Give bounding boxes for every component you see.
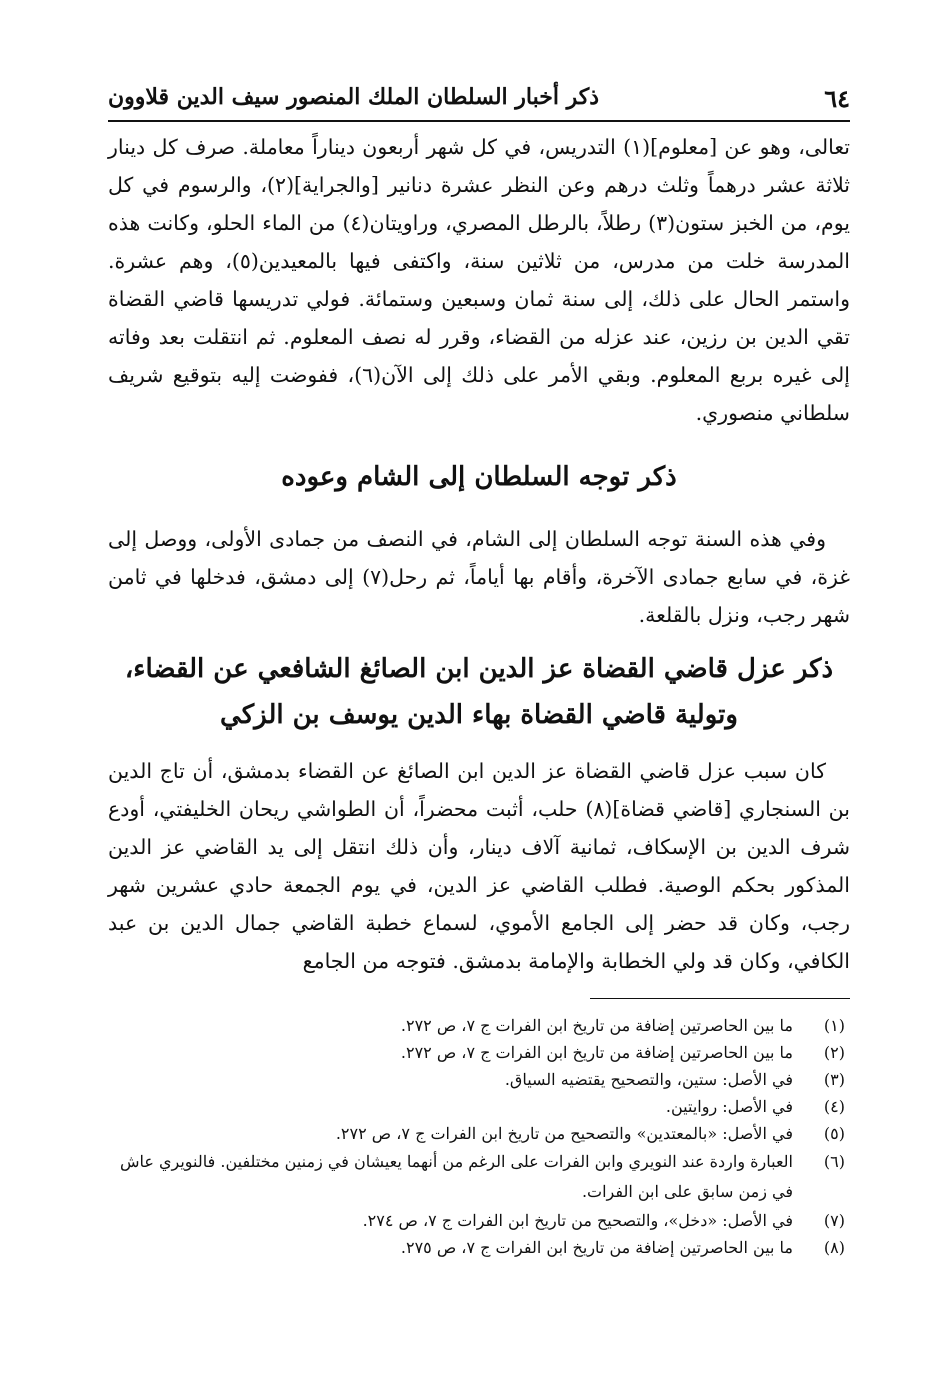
paragraph-text: كان سبب عزل قاضي القضاة عز الدين ابن الصائغ عن القضاء بدمشق، أن تاج الدين بن السنجاري [قاضي قضاة](٨) حلب، أثبت محضراً، أن الطواشي ريحان الخليفتي، أودع شرف الدين بن الإسكاف، ثمانية آلاف دينار، وأن ذلك انتقل إلى يد القاضي عز الدين المذكور بحكم الوصية. فطلب القاضي عز الدين، في يوم الجمعة حادي عشرين شهر رجب، وكان قد حضر إلى الجامع الأموي، لسماع خطبة القاضي جمال الدين بن عبد الكافي، وكان قد ولي الخطابة والإمامة بدمشق. فتوجه من الجامع (108, 759, 850, 973)
footnote-number: (٧) (823, 1211, 845, 1230)
header-divider (108, 120, 850, 122)
heading-line-1: ذكر عزل قاضي القضاة عز الدين ابن الصائغ الشافعي عن القضاء، (124, 654, 834, 684)
footnote-text: ما بين الحاصرتين إضافة من تاريخ ابن الفرات ج ٧، ص ٢٧٢. (400, 1043, 793, 1062)
section-heading-sultan-journey: ذكر توجه السلطان إلى الشام وعوده (281, 462, 677, 492)
running-title: ذكر أخبار السلطان الملك المنصور سيف الدين قلاوون (108, 84, 600, 110)
footnote-1 (100, 1012, 845, 1039)
footnote-4 (100, 1093, 845, 1120)
paragraph-sultan-journey (108, 520, 850, 634)
footnote-number: (٤) (823, 1097, 845, 1116)
footnote-number: (١) (823, 1016, 845, 1035)
paragraph-text: تعالى، وهو عن [معلوم](١) التدريس، في كل شهر أربعون ديناراً معاملة. صرف كل دينار ثلاثة عشر درهماً وثلث درهم وعن النظر عشرة دنانير [والجراية](٢)، والرسوم في كل يوم، من الخبز ستون(٣) رطلاً، بالرطل المصري، وراويتان(٤) من الماء الحلو، وكانت هذه المدرسة خلت من مدرس، من ثلاثين سنة، واكتفى فيها بالمعيدين(٥)، وهم عشرة. واستمر الحال على ذلك، إلى سنة ثمان وسبعين وستمائة. فولي تدريسها قاضي القضاة تقي الدين بن رزين، عند عزله من القضاء، وقرر له نصف المعلوم. ثم انتقلت بعد وفاته إلى غيره بربع المعلوم. وبقي الأمر على ذلك إلى الآن(٦)، ففوضت إليه بتوقيع شريف سلطاني منصوري. (108, 135, 851, 425)
footnote-text: في الأصل: «بالمعتدين» والتصحيح من تاريخ ابن الفرات ج ٧، ص ٢٧٢. (335, 1124, 793, 1143)
footnote-number: (٨) (823, 1238, 845, 1257)
footnote-text: العبارة واردة عند النويري وابن الفرات على الرغم من أنهما يعيشان في زمنين مختلفين. فالنويري عاش في زمن سابق على ابن الفرات. (119, 1152, 793, 1201)
footnote-5 (100, 1120, 845, 1147)
paragraph-text: وفي هذه السنة توجه السلطان إلى الشام، في النصف من جمادى الأولى، ووصل إلى غزة، في سابع جمادى الآخرة، وأقام بها أياماً، ثم رحل(٧) إلى دمشق، فدخلها في ثامن شهر رجب، ونزل بالقلعة. (108, 527, 850, 627)
footnotes (100, 1012, 845, 1261)
footnote-text: في الأصل: ستين، والتصحيح يقتضيه السياق. (504, 1070, 793, 1089)
footnote-text: ما بين الحاصرتين إضافة من تاريخ ابن الفرات ج ٧، ص ٢٧٥. (400, 1238, 793, 1257)
footnote-7 (100, 1207, 845, 1234)
paragraph-judge-dismissal (108, 752, 850, 980)
heading-line-2: وتولية قاضي القضاة بهاء الدين يوسف بن الزكي (220, 700, 738, 730)
footnote-text: ما بين الحاصرتين إضافة من تاريخ ابن الفرات ج ٧، ص ٢٧٢. (400, 1016, 793, 1035)
paragraph-continuation (108, 128, 850, 432)
footnote-text: في الأصل: روايتين. (665, 1097, 793, 1116)
footnote-number: (٥) (823, 1124, 845, 1143)
footnote-8 (100, 1234, 845, 1261)
footnote-3 (100, 1066, 845, 1093)
footnote-divider (590, 998, 850, 999)
page-number: ٦٤ (824, 84, 850, 113)
footnote-number: (٢) (823, 1043, 845, 1062)
footnote-number: (٣) (823, 1070, 845, 1089)
footnote-6 (100, 1147, 845, 1207)
page-header (108, 80, 850, 118)
footnote-text: في الأصل: «دخل»، والتصحيح من تاريخ ابن الفرات ج ٧، ص ٢٧٤. (362, 1211, 793, 1230)
footnote-number: (٦) (823, 1152, 845, 1171)
section-heading-judge-dismissal (108, 646, 850, 738)
footnote-2 (100, 1039, 845, 1066)
